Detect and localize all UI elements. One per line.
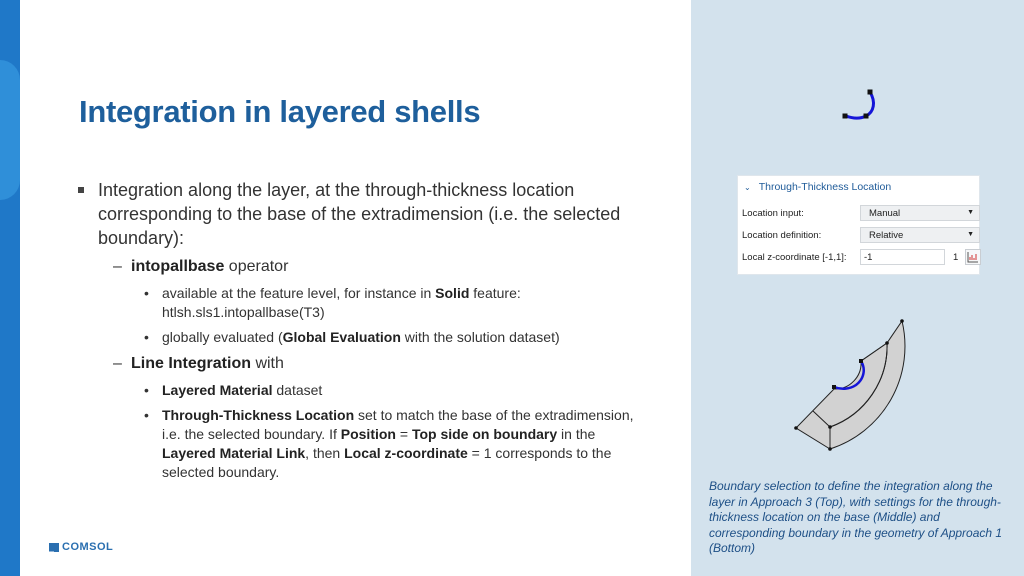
slide-title: Integration in layered shells	[79, 94, 481, 129]
vertex-point	[843, 114, 848, 119]
location-definition-select[interactable]	[860, 227, 980, 243]
vertex-point	[859, 359, 863, 363]
section-header-label: Through-Thickness Location	[758, 181, 892, 193]
line-integration-term: Line Integration	[131, 355, 251, 372]
location-input-value: Manual	[869, 207, 901, 219]
dot-bullet-icon: •	[144, 285, 149, 301]
location-definition-label: Location definition:	[742, 229, 822, 241]
vertex-point	[828, 447, 832, 451]
main-bullet-text: Integration along the layer, at the through-thickness location corresponding to the base of the extradimension (i.e. the selected boundary):	[98, 180, 621, 248]
item-text: with the solution dataset)	[400, 329, 560, 345]
item-text: feature: htlsh.sls1.intopallbase(T3)	[162, 285, 521, 320]
location-input-row	[742, 205, 974, 221]
item-text: globally evaluated (	[162, 329, 283, 345]
selected-boundary-arc	[838, 86, 882, 126]
item-bold: Solid	[435, 285, 470, 301]
dot-bullet-icon: •	[144, 382, 149, 398]
sub-bullet-intopallbase	[78, 256, 648, 278]
dash-bullet-icon: –	[113, 258, 122, 275]
plot-icon-button[interactable]	[965, 249, 981, 265]
vertex-point	[832, 385, 836, 389]
item-text: , then	[305, 445, 345, 461]
slide-content	[78, 178, 648, 482]
layered-shell-geometry	[790, 315, 930, 455]
item-bold: Local z-coordinate	[344, 445, 468, 461]
item-text: available at the feature level, for instance in	[162, 285, 436, 301]
item-bold: Through-Thickness Location	[162, 407, 355, 423]
sub1-item-feature-level	[78, 284, 648, 322]
chevron-down-icon[interactable]: ⌄	[744, 182, 751, 192]
comsol-logo	[49, 541, 113, 553]
item-text: set to match the base of the extradimension, i.e. the selected boundary. If	[162, 407, 634, 442]
main-bullet	[78, 178, 648, 250]
vertex-point	[864, 114, 869, 119]
figure-caption: Boundary selection to define the integration along the layer in Approach 3 (Top), with settings for the through-thickness location on the base (Middle) and corresponding boundary in the geometry of Approach 1 (Bottom)	[709, 479, 1003, 555]
vertex-point	[828, 425, 832, 429]
local-z-unit: 1	[953, 251, 959, 263]
sub2-text: with	[251, 355, 284, 372]
plot-icon	[966, 250, 980, 264]
dash-bullet-icon: –	[113, 355, 122, 372]
vertex-point	[868, 90, 873, 95]
section-header[interactable]	[744, 181, 891, 193]
sub1-text: operator	[224, 258, 289, 275]
through-thickness-location-panel	[737, 175, 980, 275]
item-bold: Position	[340, 426, 396, 442]
intopallbase-term: intopallbase	[131, 258, 225, 275]
item-text: in the	[557, 426, 596, 442]
location-definition-value: Relative	[869, 229, 904, 241]
item-text: =	[395, 426, 412, 442]
boundary-arc-path	[846, 92, 873, 118]
dot-bullet-icon: •	[144, 329, 149, 345]
dropdown-arrow-icon: ▼	[967, 231, 974, 238]
accent-bar-shade	[0, 60, 20, 200]
dropdown-arrow-icon: ▼	[967, 209, 974, 216]
dot-bullet-icon: •	[144, 407, 149, 423]
comsol-logo-text: COMSOL	[62, 541, 114, 553]
vertex-point	[900, 319, 904, 323]
item-text: = 1 corresponds to the selected boundary.	[162, 445, 612, 480]
item-bold: Layered Material Link	[162, 445, 306, 461]
sub2-item-dataset	[78, 381, 648, 400]
item-bold: Top side on boundary	[411, 426, 558, 442]
vertex-point	[794, 426, 798, 430]
square-bullet-icon	[78, 187, 84, 193]
comsol-logo-icon-part	[54, 543, 59, 552]
location-input-select[interactable]	[860, 205, 980, 221]
item-bold: Global Evaluation	[282, 329, 401, 345]
sub2-item-location	[78, 406, 648, 482]
local-z-label: Local z-coordinate [-1,1]:	[742, 251, 847, 263]
item-bold: Layered Material	[162, 382, 273, 398]
location-definition-row	[742, 227, 974, 243]
location-input-label: Location input:	[742, 207, 804, 219]
local-z-input[interactable]	[860, 249, 945, 265]
item-text: dataset	[272, 382, 323, 398]
left-accent-bar	[0, 0, 20, 576]
local-z-value: -1	[864, 251, 873, 263]
local-z-row	[742, 249, 959, 265]
sub1-item-global	[78, 328, 648, 347]
vertex-point	[885, 341, 889, 345]
sub-bullet-line-integration	[78, 353, 648, 375]
